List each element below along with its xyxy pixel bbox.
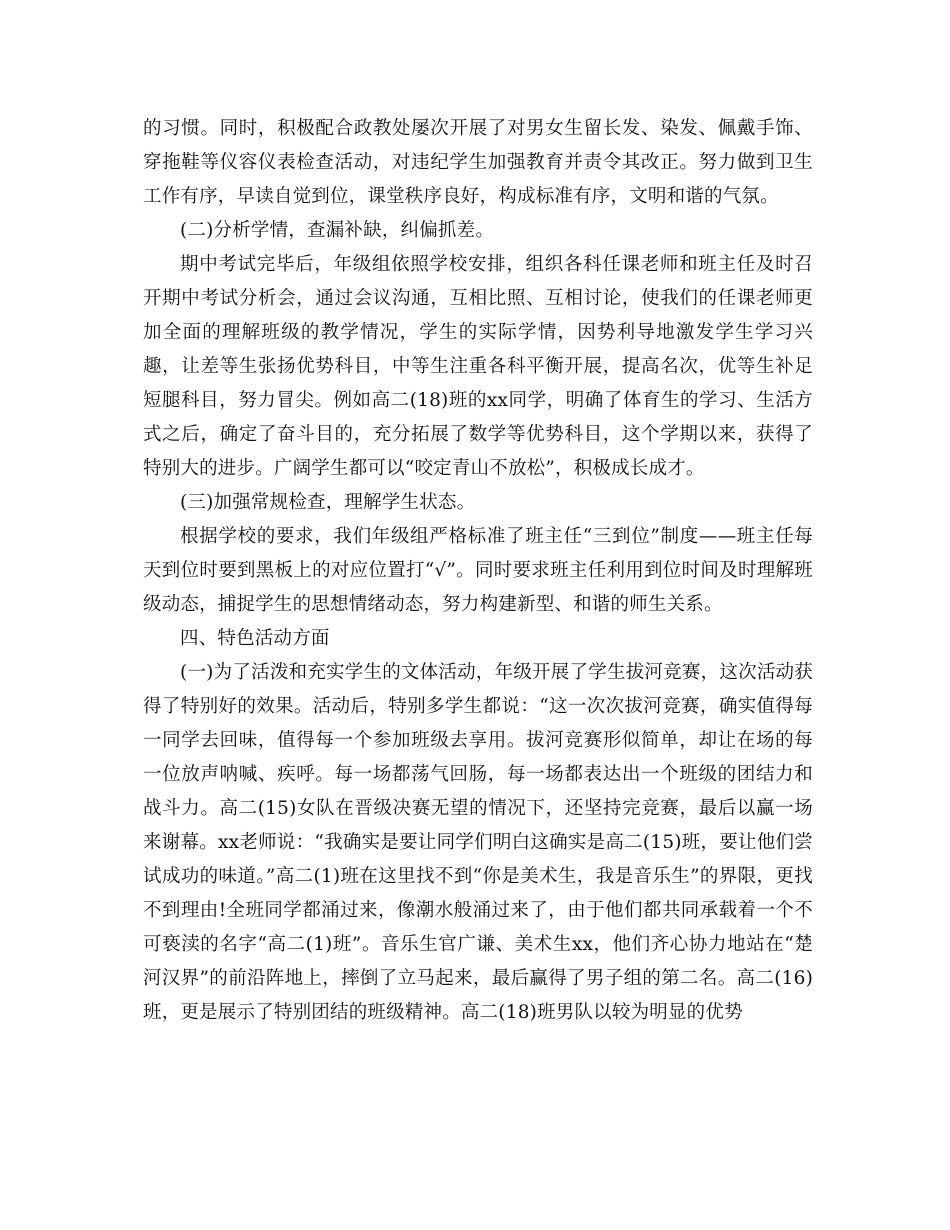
section-heading-routine-check: (三)加强常规检查，理解学生状态。 (180, 492, 476, 513)
paragraph-continuation: 的习惯。同时，积极配合政教处屡次开展了对男女生留长发、染发、佩戴手饰、穿拖鞋等仪容仪表检查活动，对违纪学生加强教育并责令其改正。努力做到卫生工作有序，早读自觉到位，课堂秩序良好，构成标准有序，文明和谐的气氛。 (143, 118, 813, 207)
document-body (143, 112, 813, 1030)
paragraph-routine-check: 根据学校的要求，我们年级组严格标准了班主任“三到位”制度——班主任每天到位时要到黑板上的对应位置打“√”。同时要求班主任利用到位时间及时理解班级动态，捕捉学生的思想情绪动态，努力构建新型、和谐的师生关系。 (143, 526, 813, 615)
paragraph-tug-of-war: (一)为了活泼和充实学生的文体活动，年级开展了学生拔河竞赛，这次活动获得了特别好的效果。活动后，特别多学生都说：“这一次次拔河竞赛，确实值得每一同学去回味，值得每一个参加班级去享用。拔河竞赛形似简单，却让在场的每一位放声呐喊、疾呼。每一场都荡气回肠，每一场都表达出一个班级的团结力和战斗力。高二(15)女队在晋级决赛无望的情况下，还坚持完竞赛，最后以赢一场来谢幕。xx老师说：“我确实是要让同学们明白这确实是高二(15)班，要让他们尝试成功的味道。”高二(1)班在这里找不到“你是美术生，我是音乐生”的界限，更找不到理由!全班同学都涌过来，像潮水般涌过来了，由于他们都共同承载着一个不可亵渎的名字“高二(1)班”。音乐生官广谦、美术生xx，他们齐心协力地站在“楚河汉界”的前沿阵地上，摔倒了立马起来，最后赢得了男子组的第二名。高二(16)班，更是展示了特别团结的班级精神。高二(18)班男队以较为明显的优势 (143, 662, 813, 1023)
section-heading-analysis: (二)分析学情，查漏补缺，纠偏抓差。 (180, 220, 495, 241)
section-heading-special-activities: 四、特色活动方面 (180, 628, 330, 649)
paragraph-midterm-analysis: 期中考试完毕后，年级组依照学校安排，组织各科任课老师和班主任及时召开期中考试分析会，通过会议沟通，互相比照、互相讨论，使我们的任课老师更加全面的理解班级的教学情况，学生的实际学情，因势利导地激发学生学习兴趣，让差等生张扬优势科目，中等生注重各科平衡开展，提高名次，优等生补足短腿科目，努力冒尖。例如高二(18)班的xx同学，明确了体育生的学习、生活方式之后，确定了奋斗目的，充分拓展了数学等优势科目，这个学期以来，获得了特别大的进步。广阔学生都可以“咬定青山不放松”，积极成长成才。 (143, 254, 813, 479)
